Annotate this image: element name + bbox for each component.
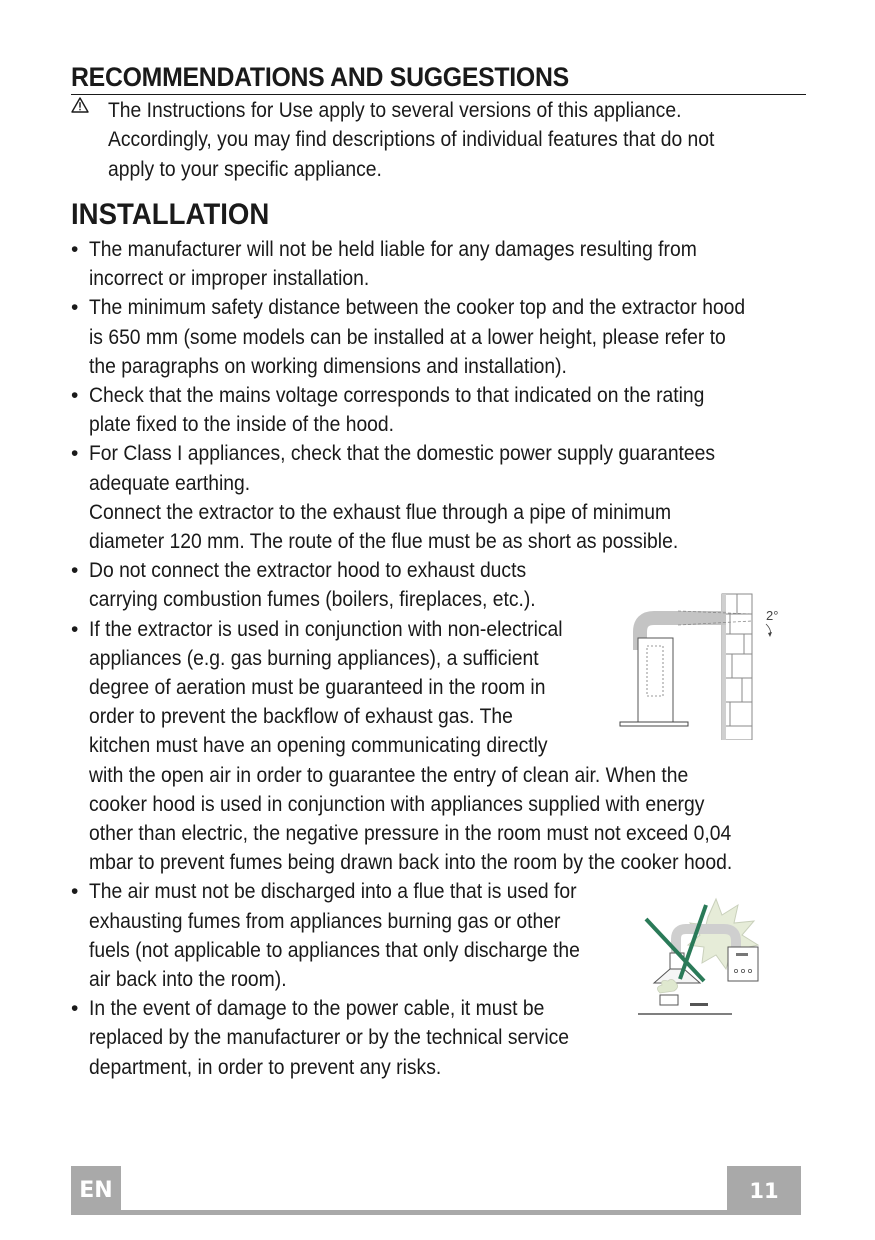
footer-rule: [71, 1210, 801, 1215]
section-heading-recommendations: RECOMMENDATIONS AND SUGGESTIONS: [71, 62, 569, 92]
installation-item-line: order to prevent the backflow of exhaust gas. The: [89, 705, 513, 729]
bullet-marker: •: [71, 384, 79, 407]
installation-item-line: In the event of damage to the power cable, it must be: [89, 997, 545, 1021]
installation-item-line: other than electric, the negative pressure in the room must not exceed 0,04: [89, 822, 732, 845]
installation-item-line: diameter 120 mm. The route of the flue must be as short as possible.: [89, 530, 679, 553]
installation-item-line: The manufacturer will not be held liable for any damages resulting from: [89, 238, 697, 261]
wall-bricks: [722, 594, 752, 740]
installation-item-line: exhausting fumes from appliances burning gas or other: [89, 909, 561, 933]
bullet-marker: •: [71, 880, 79, 904]
bullet-marker: •: [71, 238, 79, 261]
installation-item-line: degree of aeration must be guaranteed in the room in: [89, 676, 546, 699]
warning-line: Accordingly, you may find descriptions of individual features that do not: [108, 128, 715, 152]
warning-note: [108, 96, 752, 184]
installation-item-line: mbar to prevent fumes being drawn back into the room by the cooker hood.: [89, 851, 733, 875]
installation-item-line: air back into the room).: [89, 968, 287, 991]
installation-item-line: adequate earthing.: [89, 471, 251, 495]
bullet-marker: •: [71, 617, 79, 641]
bullet-marker: •: [71, 559, 79, 583]
installation-item-line: The air must not be discharged into a flue that is used for: [89, 880, 577, 904]
installation-item-line: the paragraphs on working dimensions and installation).: [89, 354, 567, 378]
installation-item-line: Connect the extractor to the exhaust flue through a pipe of minimum: [89, 500, 672, 524]
bullet-marker: •: [71, 296, 79, 320]
installation-item-line: appliances (e.g. gas burning appliances), a sufficient: [89, 646, 539, 670]
prohibited-flue-figure: [636, 895, 770, 1020]
installation-item-line: with the open air in order to guarantee the entry of clean air. When the: [89, 763, 689, 787]
installation-item-line: cooker hood is used in conjunction with appliances supplied with energy: [89, 792, 705, 816]
installation-item-line: Do not connect the extractor hood to exhaust ducts: [89, 559, 527, 583]
duct-slope-figure: [618, 590, 788, 740]
warning-triangle-icon: [71, 97, 89, 113]
heading-underline: [71, 94, 806, 95]
bullet-marker: •: [71, 442, 79, 466]
installation-item-line: For Class I appliances, check that the domestic power supply guarantees: [89, 442, 716, 466]
installation-item-line: replaced by the manufacturer or by the technical service: [89, 1026, 570, 1050]
section-heading-installation: INSTALLATION: [71, 198, 270, 231]
page-number: 11: [727, 1166, 801, 1215]
installation-item-line: kitchen must have an opening communicating directly: [89, 734, 548, 758]
bullet-marker: •: [71, 997, 79, 1021]
installation-item-line: plate fixed to the inside of the hood.: [89, 413, 395, 437]
installation-item-line: incorrect or improper installation.: [89, 267, 370, 291]
language-tab: EN: [71, 1166, 121, 1215]
installation-item-line: The minimum safety distance between the cooker top and the extractor hood: [89, 296, 746, 320]
installation-item-line: Check that the mains voltage corresponds to that indicated on the rating: [89, 384, 705, 407]
warning-line: apply to your specific appliance.: [108, 157, 382, 181]
installation-item-line: carrying combustion fumes (boilers, fireplaces, etc.).: [89, 588, 536, 612]
installation-item-line: fuels (not applicable to appliances that only discharge the: [89, 938, 580, 962]
installation-item-line: is 650 mm (some models can be installed at a lower height, please refer to: [89, 325, 726, 349]
duct-slope-label: 2°: [766, 608, 779, 623]
warning-line: The Instructions for Use apply to several versions of this appliance.: [108, 99, 682, 122]
installation-item-line: If the extractor is used in conjunction with non-electrical: [89, 617, 563, 641]
installation-item-line: department, in order to prevent any risks.: [89, 1055, 442, 1079]
